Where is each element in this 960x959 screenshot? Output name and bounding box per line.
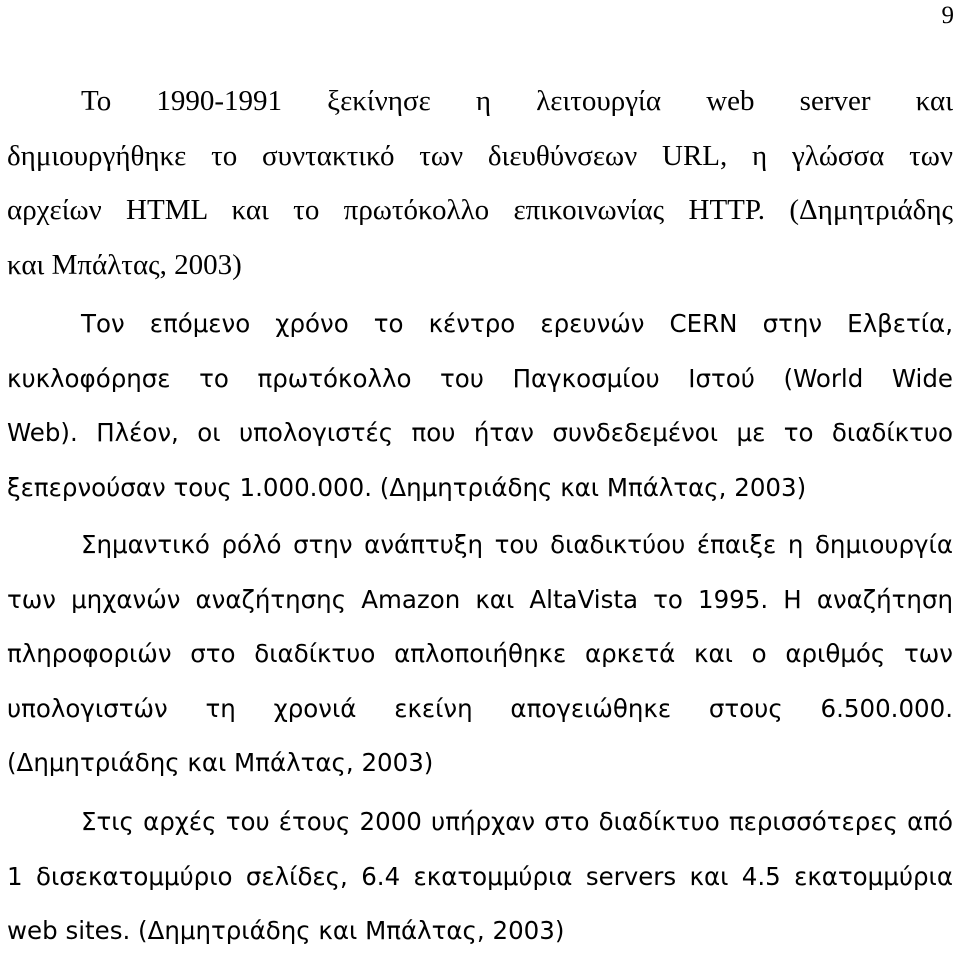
text-line: Τον επόμενο χρόνο το κέντρο ερευνών CERN στην Ελβετία, bbox=[81, 309, 953, 338]
text-line: ξεπερνούσαν τους 1.000.000. (Δημητριάδης και Μπάλτας, 2003) bbox=[7, 472, 807, 502]
paragraph-1 bbox=[7, 74, 953, 292]
text-line: Σημαντικό ρόλό στην ανάπτυξη του διαδικτύου έπαιξε η δημιουργία bbox=[81, 530, 953, 559]
text-line: web sites. (Δημητριάδης και Μπάλτας, 2003) bbox=[7, 916, 565, 946]
text-line: πληροφοριών στο διαδίκτυο απλοποιήθηκε αρκετά και ο αριθμός των bbox=[7, 639, 953, 669]
text-line: (Δημητριάδης και Μπάλτας, 2003) bbox=[7, 748, 434, 778]
text-line: αρχείων HTML και το πρωτόκολλο επικοινωνίας HTTP. (Δημητριάδης bbox=[7, 194, 953, 227]
text-line: 1 δισεκατομμύριο σελίδες, 6.4 εκατομμύρια servers και 4.5 εκατομμύρια bbox=[7, 861, 953, 891]
text-line: και Μπάλτας, 2003) bbox=[7, 248, 242, 281]
text-line: κυκλοφόρησε το πρωτόκολλο του Παγκοσμίου Ιστού (World Wide bbox=[7, 363, 953, 393]
text-line: Το 1990-1991 ξεκίνησε η λειτουργία web server και bbox=[81, 85, 953, 117]
text-line: υπολογιστών τη χρονιά εκείνη απογειώθηκε στους 6.500.000. bbox=[7, 693, 953, 723]
text-line: Web). Πλέον, οι υπολογιστές που ήταν συνδεδεμένοι με το διαδίκτυο bbox=[7, 418, 953, 448]
text-line: των μηχανών αναζήτησης Amazon και AltaVista το 1995. Η αναζήτηση bbox=[7, 584, 953, 614]
paragraph-3 bbox=[7, 518, 953, 791]
paragraph-2 bbox=[7, 297, 953, 515]
text-line: Στις αρχές του έτους 2000 υπήρχαν στο διαδίκτυο περισσότερες από bbox=[81, 807, 953, 836]
paragraph-4 bbox=[7, 795, 953, 959]
page-number: 9 bbox=[941, 2, 954, 29]
text-line: δημιουργήθηκε το συντακτικό των διευθύνσεων URL, η γλώσσα των bbox=[7, 139, 953, 172]
